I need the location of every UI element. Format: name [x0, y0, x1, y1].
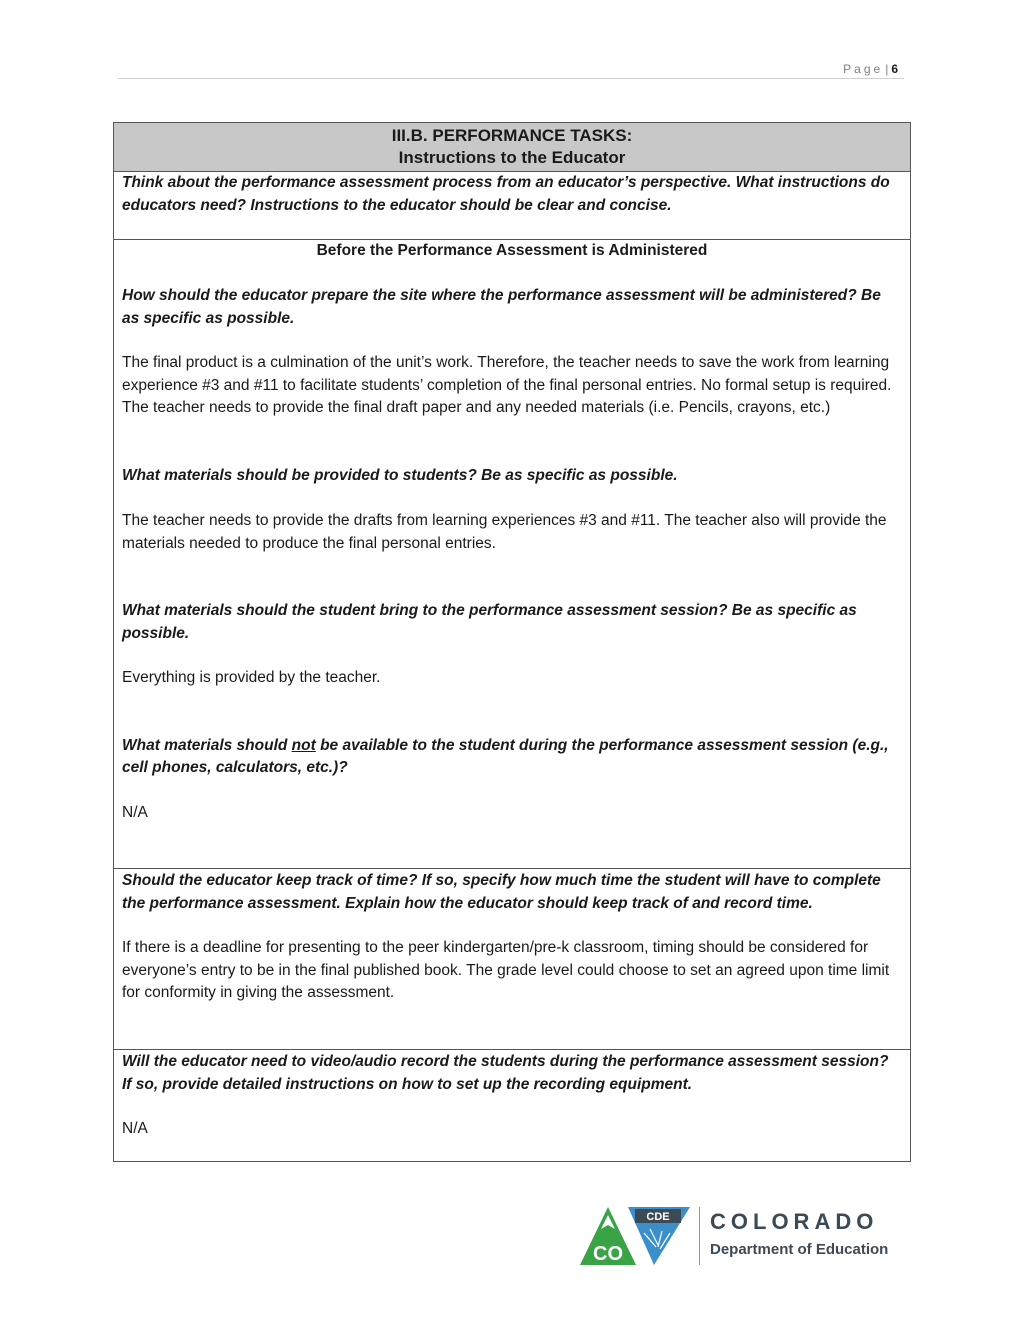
- logo-divider: [699, 1207, 700, 1265]
- logo-subtitle: Department of Education: [710, 1241, 889, 1258]
- table-header: [114, 123, 910, 172]
- before-assessment-cell: [114, 239, 910, 868]
- question-time-tracking: Should the educator keep track of time? If so, specify how much time the student will have to complete the performance assessment. Explain how the educator should keep track of and record time.: [122, 872, 881, 912]
- section-heading: Before the Performance Assessment is Administered: [316, 242, 708, 259]
- question-site-prep: How should the educator prepare the site where the performance assessment will be administered? Be as specific as possible.: [122, 287, 881, 327]
- answer-site-prep: The final product is a culmination of the unit’s work. Therefore, the teacher needs to save the work from learning experience #3 and #11 to facilitate students’ completion of the final personal entries. No formal setup is required. The teacher needs to provide the final draft paper and any needed materials (i.e. Pencils, crayons, etc.): [122, 354, 892, 416]
- page-number: Page | 6: [843, 62, 898, 76]
- page-number-value: 6: [891, 62, 898, 76]
- co-badge-text: CO: [593, 1243, 623, 1265]
- cde-mountain-icon: [578, 1205, 693, 1267]
- answer-materials-provided: The teacher needs to provide the drafts from learning experiences #3 and #11. The teacher also will provide the materials needed to produce the final personal entries.: [122, 512, 887, 552]
- question-materials-bring: What materials should the student bring to the performance assessment session? Be as specific as possible.: [122, 602, 857, 642]
- table-subtitle: Instructions to the Educator: [398, 148, 626, 167]
- intro-cell: [114, 172, 910, 239]
- answer-recording: N/A: [122, 1120, 148, 1137]
- page-header: [118, 58, 904, 79]
- cde-logo: [578, 1205, 908, 1269]
- question-recording: Will the educator need to video/audio record the students during the performance assessment session? If so, provide detailed instructions on how to set up the recording equipment.: [122, 1053, 889, 1093]
- question-materials-not-available: [122, 735, 902, 780]
- answer-time-tracking: If there is a deadline for presenting to the peer kindergarten/pre-k classroom, timing should be considered for everyone’s entry to be in the final published book. The grade level could choose to set an agreed upon time limit for conformity in giving the assessment.: [122, 939, 890, 1001]
- time-tracking-cell: [114, 868, 910, 1049]
- cde-badge-text: CDE: [646, 1211, 670, 1223]
- question-part: What materials should: [122, 736, 292, 754]
- recording-cell: [114, 1049, 910, 1161]
- performance-tasks-table: [113, 122, 911, 1162]
- table-title: III.B. PERFORMANCE TASKS:: [391, 126, 633, 145]
- question-part: be available to the student during the performance assessment session (e.g., cell phones, calculators, etc.)?: [122, 736, 889, 776]
- page-label: Page: [843, 62, 884, 76]
- logo-wordmark: COLORADO: [710, 1209, 879, 1234]
- question-emphasis: not: [291, 736, 316, 754]
- answer-materials-bring: Everything is provided by the teacher.: [122, 669, 381, 686]
- intro-text: Think about the performance assessment process from an educator’s perspective. What instructions do educators need? Instructions to the educator should be clear and concise.: [122, 174, 890, 214]
- question-materials-provided: What materials should be provided to students? Be as specific as possible.: [122, 466, 678, 484]
- answer-materials-not-available: N/A: [122, 803, 148, 821]
